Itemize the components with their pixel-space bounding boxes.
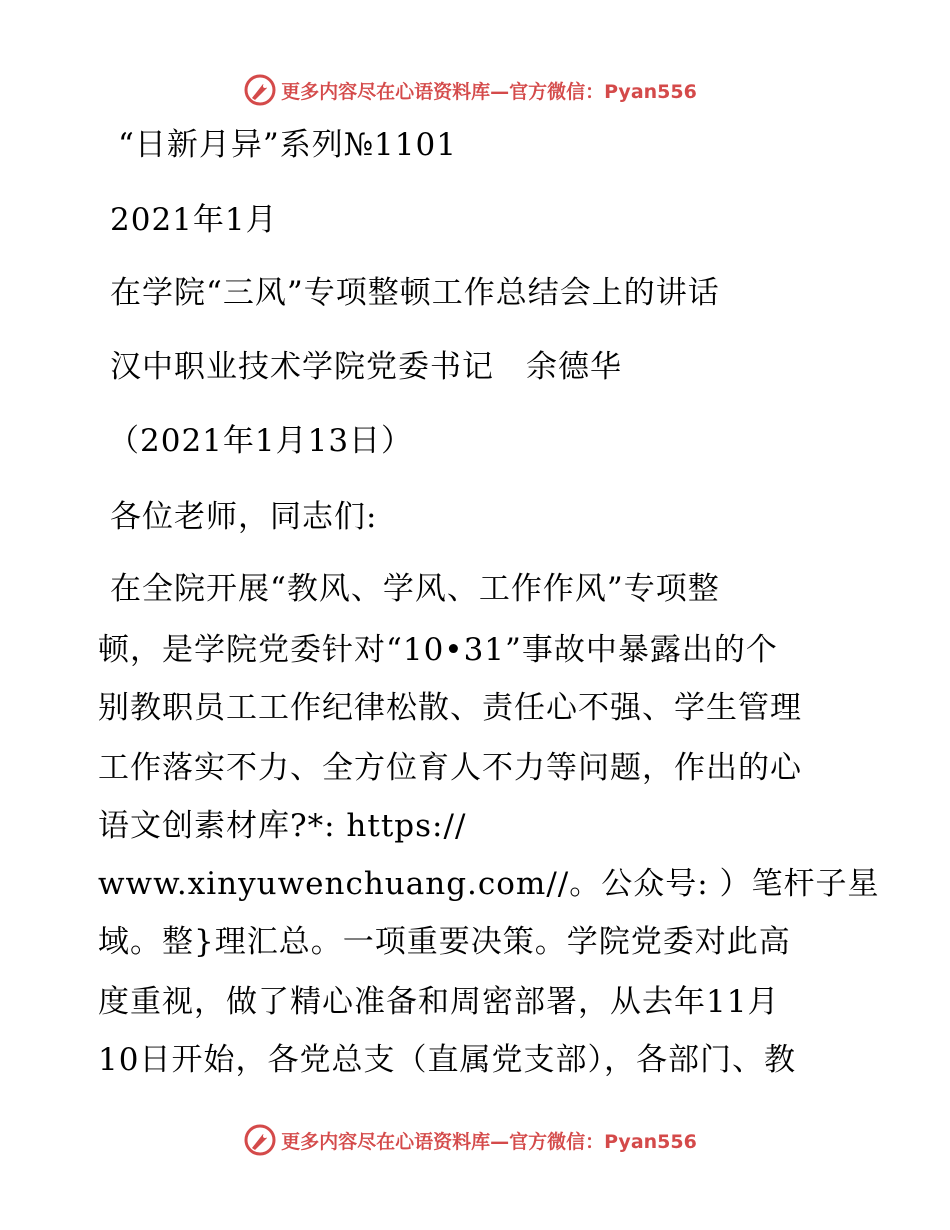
body-line: 10日开始，各党总支（直属党支部），各部门、教: [98, 1042, 796, 1078]
watermark-text: 更多内容尽在心语资料库—官方微信：Pyan556: [281, 1130, 697, 1153]
body-line: 语文创素材库?*: https://: [98, 808, 467, 844]
date-line: 2021年1月: [110, 202, 278, 238]
series-line: “日新月异”系列№1101: [118, 127, 457, 163]
watermark-text: 更多内容尽在心语资料库—官方微信：Pyan556: [281, 80, 697, 103]
speech-title: 在学院“三风”专项整顿工作总结会上的讲话: [110, 275, 720, 311]
body-line: 别教职员工工作纪律松散、责任心不强、学生管理: [98, 690, 802, 726]
watermark-banner-top: [0, 70, 950, 110]
watermark-banner-bottom: [0, 1120, 950, 1160]
salutation-line: 各位老师，同志们:: [110, 499, 378, 535]
body-line: 域。整}理汇总。一项重要决策。学院党委对此高: [98, 924, 791, 960]
body-line: 工作落实不力、全方位育人不力等问题，作出的心: [98, 750, 802, 786]
body-line: 顿，是学院党委针对“10•31”事故中暴露出的个: [98, 632, 778, 668]
body-line: 在全院开展“教风、学风、工作作风”专项整: [110, 571, 720, 607]
body-line: 度重视，做了精心准备和周密部署，从去年11月: [98, 984, 780, 1020]
speaker-line: 汉中职业技术学院党委书记 余德华: [110, 349, 622, 385]
pen-nib-logo-icon: [243, 1123, 277, 1157]
speech-date-line: （2021年1月13日）: [108, 423, 414, 459]
pen-nib-logo-icon: [243, 73, 277, 107]
body-line: www.xinyuwenchuang.com//。公众号: ）笔杆子星: [98, 866, 880, 902]
